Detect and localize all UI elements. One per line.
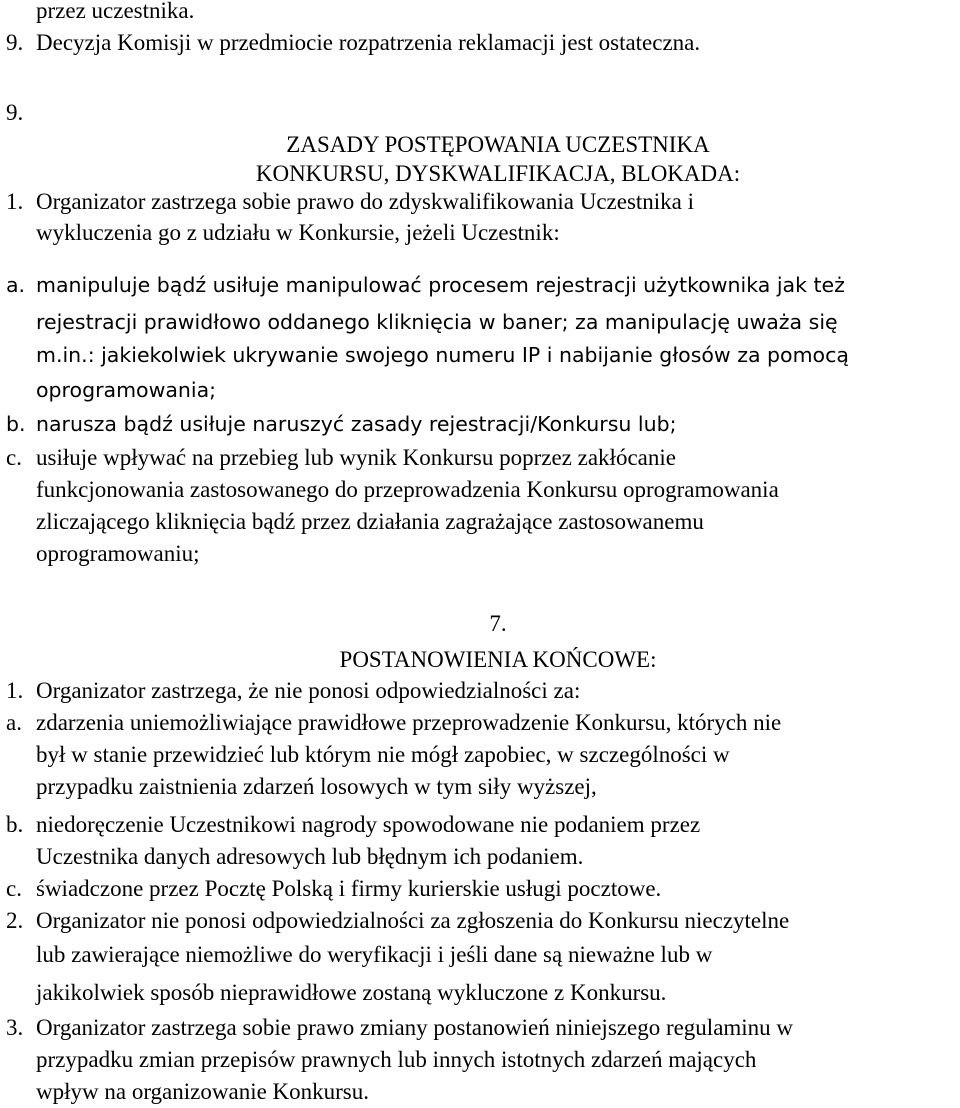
list-item	[0, 874, 661, 904]
item-text-continued: jakikolwiek sposób nieprawidłowe zostaną wykluczone z Konkursu.	[36, 980, 667, 1005]
item-text-continued: wykluczenia go z udziału w Konkursie, jeżeli Uczestnik:	[36, 220, 560, 245]
item-number: 3.	[6, 1015, 24, 1040]
item-text: niedoręczenie Uczestnikowi nagrody spowodowane nie podaniem przez	[36, 812, 701, 837]
item-letter: b.	[6, 412, 26, 436]
item-text-continued: zliczającego kliknięcia bądź przez działania zagrażające zastosowanemu	[36, 509, 704, 534]
list-item	[0, 810, 700, 840]
item-text-continued: oprogramowania;	[36, 378, 217, 402]
item-text-continued: był w stanie przewidzieć lub którym nie mógł zapobiec, w szczególności w	[36, 742, 730, 767]
item-text: zdarzenia uniemożliwiające prawidłowe przeprowadzenie Konkursu, których nie	[36, 710, 782, 735]
item-text-continued: m.in.: jakiekolwiek ukrywanie swojego numeru IP i nabijanie głosów za pomocą	[36, 343, 849, 367]
item-text: usiłuje wpływać na przebieg lub wynik Konkursu poprzez zakłócanie	[36, 445, 676, 470]
list-item	[0, 906, 789, 936]
item-text-continued: oprogramowaniu;	[36, 541, 200, 566]
item-text: manipuluje bądź usiłuje manipulować procesem rejestracji użytkownika jak też	[36, 273, 845, 297]
section-title-line-1: ZASADY POSTĘPOWANIA UCZESTNIKA	[286, 132, 710, 157]
list-item	[0, 270, 845, 300]
section-title-line-2: KONKURSU, DYSKWALIFIKACJA, BLOKADA:	[255, 161, 741, 186]
item-number: 2.	[6, 908, 24, 933]
item-text: Decyzja Komisji w przedmiocie rozpatrzenia reklamacji jest ostateczna.	[36, 30, 701, 55]
item-text-continued: przypadku zmian przepisów prawnych lub innych istotnych zdarzeń mających	[36, 1047, 757, 1072]
section-number	[0, 98, 36, 128]
section-number-label: 9.	[6, 100, 24, 125]
item-text: Organizator zastrzega, że nie ponosi odpowiedzialności za:	[36, 678, 581, 703]
item-letter: b.	[6, 812, 24, 837]
section-number: 7.	[489, 611, 507, 636]
item-text-continued: rejestracji prawidłowo oddanego kliknięcia w baner; za manipulację uważa się	[36, 310, 838, 334]
item-text-continued: lub zawierające niemożliwe do weryfikacji i jeśli dane są nieważne lub w	[36, 942, 713, 967]
list-item	[0, 28, 700, 58]
item-letter: a.	[6, 273, 26, 297]
item-number: 9.	[6, 30, 24, 55]
item-number: 1.	[6, 189, 24, 214]
list-item	[0, 409, 677, 439]
item-letter: a.	[6, 710, 22, 735]
item-text: narusza bądź usiłuje naruszyć zasady rejestracji/Konkursu lub;	[36, 412, 677, 436]
item-text: Organizator nie ponosi odpowiedzialności za zgłoszenia do Konkursu nieczytelne	[36, 908, 790, 933]
item-text-continued: Uczestnika danych adresowych lub błędnym ich podaniem.	[36, 844, 584, 869]
item-number: 1.	[6, 678, 24, 703]
list-item	[0, 676, 580, 706]
item-text: świadczone przez Pocztę Polską i firmy kurierskie usługi pocztowe.	[36, 876, 662, 901]
list-item	[0, 1013, 793, 1043]
list-item	[0, 187, 694, 217]
continuation-text: przez uczestnika.	[36, 0, 195, 23]
item-text-continued: wpływ na organizowanie Konkursu.	[36, 1079, 370, 1104]
list-item	[0, 443, 676, 473]
item-text: Organizator zastrzega sobie prawo do zdyskwalifikowania Uczestnika i	[36, 189, 695, 214]
item-text: Organizator zastrzega sobie prawo zmiany postanowień niniejszego regulaminu w	[36, 1015, 794, 1040]
item-text-continued: funkcjonowania zastosowanego do przeprowadzenia Konkursu oprogramowania	[36, 477, 779, 502]
item-letter: c.	[6, 445, 22, 470]
list-item	[0, 708, 781, 738]
item-text-continued: przypadku zaistnienia zdarzeń losowych w tym siły wyższej,	[36, 774, 597, 799]
item-letter: c.	[6, 876, 22, 901]
section-title: POSTANOWIENIA KOŃCOWE:	[339, 647, 657, 672]
